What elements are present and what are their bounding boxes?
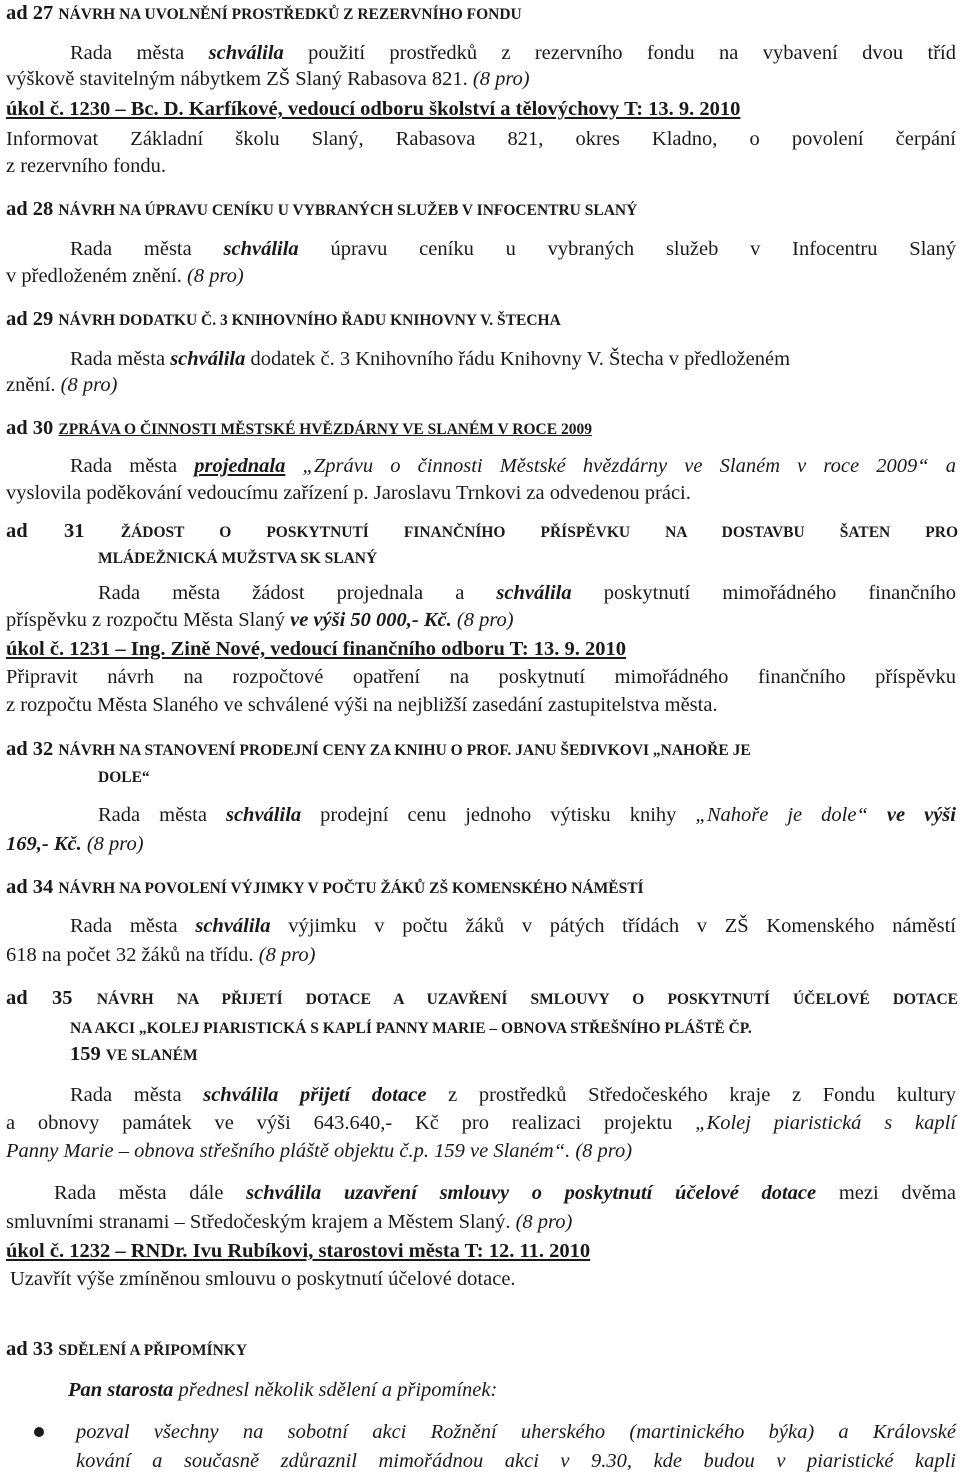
section-35-task-text: Uzavřít výše zmíněnou smlouvu o poskytnutí účelové dotace.: [10, 1268, 516, 1290]
vote-result: (8 pro): [253, 944, 316, 966]
section-27-paragraph-line-2: výškově stavitelným nábytkem ZŠ Slaný Rabasova 821. (8 pro): [6, 68, 530, 90]
section-33-lead: Pan starosta přednesl několik sdělení a připomínek:: [68, 1379, 498, 1401]
section-30-heading: ad 30 ZPRÁVA O ČINNOSTI MĚSTSKÉ HVĚZDÁRNY VE SLANÉM V ROCE 2009: [6, 417, 592, 439]
section-29-paragraph-line-1: Rada města schválila dodatek č. 3 Knihovního řádu Knihovny V. Štecha v předloženém: [70, 348, 791, 370]
section-31-paragraph-line-2: příspěvku z rozpočtu Města Slaný ve výši 50 000,- Kč. (8 pro): [6, 609, 514, 631]
section-35-paragraph-1-line-3: Panny Marie – obnova střešního pláště objektu č.p. 159 ve Slaném“. (8 pro): [6, 1140, 633, 1162]
section-33-bullet-line-2: kování a současně zdůraznil mimořádnou akci v 9.30, kde budou v piaristické kapli: [76, 1450, 956, 1472]
section-28-heading: ad 28 NÁVRH NA ÚPRAVU CENÍKU U VYBRANÝCH SLUŽEB V INFOCENTRU SLANÝ: [6, 198, 638, 220]
section-35-heading-line-2: NA AKCI „KOLEJ PIARISTICKÁ S KAPLÍ PANNY MARIE – OBNOVA STŘEŠNÍHO PLÁŠTĚ ČP.: [70, 1020, 752, 1037]
section-30-paragraph-line-1: Rada města projednala „Zprávu o činnosti Městské hvězdárny ve Slaném v roce 2009“ a: [70, 455, 956, 477]
section-32-heading-line-2: DOLE“: [98, 769, 150, 786]
section-33-bullet-line-1: pozval všechny na sobotní akci Rožnění uherského (martinického býka) a Královské: [76, 1421, 956, 1443]
section-35-paragraph-2-line-2: smluvními stranami – Středočeským krajem a Městem Slaný. (8 pro): [6, 1211, 573, 1233]
section-35-heading-line-1: ad 35 NÁVRH NA PŘIJETÍ DOTACE A UZAVŘENÍ SMLOUVY O POSKYTNUTÍ ÚČELOVÉ DOTACE: [6, 987, 958, 1009]
vote-result: (8 pro): [81, 833, 144, 855]
section-34-paragraph-line-1: Rada města schválila výjimku v počtu žáků v pátých třídách v ZŠ Komenského náměstí: [70, 915, 956, 937]
section-27-task-text-line-2: z rezervního fondu.: [6, 155, 166, 177]
section-31-task: úkol č. 1231 – Ing. Zině Nové, vedoucí finančního odboru T: 13. 9. 2010: [6, 638, 627, 660]
section-29-heading: ad 29 NÁVRH DODATKU Č. 3 KNIHOVNÍHO ŘADU KNIHOVNY V. ŠTECHA: [6, 308, 561, 330]
heading-title: NÁVRH NA UVOLNĚNÍ PROSTŘEDKŮ Z REZERVNÍHO FONDU: [58, 6, 522, 23]
section-32-heading-line-1: ad 32 NÁVRH NA STANOVENÍ PRODEJNÍ CENY ZA KNIHU O PROF. JANU ŠEDIVKOVI „NAHOŘE JE: [6, 738, 751, 760]
heading-number: ad 27: [6, 2, 59, 24]
section-35-paragraph-1-line-2: a obnovy památek ve výši 643.640,- Kč pro realizaci projektu „Kolej piaristická s kaplí: [6, 1112, 957, 1134]
section-34-paragraph-line-2: 618 na počet 32 žáků na třídu. (8 pro): [6, 944, 316, 966]
section-34-heading: ad 34 NÁVRH NA POVOLENÍ VÝJIMKY V POČTU ŽÁKŮ ZŠ KOMENSKÉHO NÁMĚSTÍ: [6, 876, 644, 898]
section-29-paragraph-line-2: znění. (8 pro): [6, 374, 118, 396]
section-35-paragraph-1-line-1: Rada města schválila přijetí dotace z prostředků Středočeského kraje z Fondu kultury: [70, 1084, 956, 1106]
section-32-paragraph-line-2: 169,- Kč. (8 pro): [6, 833, 144, 855]
section-31-heading-line-1: ad 31 ŽÁDOST O POSKYTNUTÍ FINANČNÍHO PŘÍSPĚVKU NA DOSTAVBU ŠATEN PRO: [6, 520, 958, 542]
vote-result: (8 pro): [451, 609, 514, 631]
vote-result: (8 pro): [510, 1211, 573, 1233]
section-35-task: úkol č. 1232 – RNDr. Ivu Rubíkovi, starostovi města T: 12. 11. 2010: [6, 1240, 591, 1262]
section-31-task-text-line-1: Připravit návrh na rozpočtové opatření na poskytnutí mimořádného finančního příspěvku: [6, 666, 956, 688]
section-28-paragraph-line-1: Rada města schválila úpravu ceníku u vybraných služeb v Infocentru Slaný: [70, 238, 956, 260]
section-35-paragraph-2-line-1: Rada města dále schválila uzavření smlouvy o poskytnutí účelové dotace mezi dvěma: [54, 1182, 956, 1204]
vote-result: (8 pro): [570, 1140, 633, 1162]
section-31-task-text-line-2: z rozpočtu Města Slaného ve schválené výši na nejbližší zasedání zastupitelstva města.: [6, 694, 718, 716]
section-27-paragraph-line-1: Rada města schválila použití prostředků z rezervního fondu na vybavení dvou tříd: [70, 42, 956, 64]
section-31-paragraph-line-1: Rada města žádost projednala a schválila poskytnutí mimořádného finančního: [98, 582, 956, 604]
section-33-heading: ad 33 SDĚLENÍ A PŘIPOMÍNKY: [6, 1338, 248, 1360]
vote-result: (8 pro): [467, 68, 530, 90]
section-35-heading-line-3: 159 VE SLANÉM: [70, 1043, 198, 1065]
section-27-task: úkol č. 1230 – Bc. D. Karfíkové, vedoucí odboru školství a tělovýchovy T: 13. 9. 2010: [6, 98, 741, 120]
section-27-task-text-line-1: Informovat Základní školu Slaný, Rabasova 821, okres Kladno, o povolení čerpání: [6, 128, 956, 150]
section-28-paragraph-line-2: v předloženém znění. (8 pro): [6, 265, 244, 287]
vote-result: (8 pro): [55, 374, 118, 396]
section-30-paragraph-line-2: vyslovila poděkování vedoucímu zařízení p. Jaroslavu Trnkovi za odvedenou práci.: [6, 482, 691, 504]
vote-result: (8 pro): [181, 265, 244, 287]
section-32-paragraph-line-1: Rada města schválila prodejní cenu jednoho výtisku knihy „Nahoře je dole“ ve výši: [98, 804, 956, 826]
section-31-heading-line-2: MLÁDEŽNICKÁ MUŽSTVA SK SLANÝ: [98, 550, 378, 567]
section-27-heading: [6, 0, 522, 28]
bullet-icon: [34, 1427, 44, 1437]
